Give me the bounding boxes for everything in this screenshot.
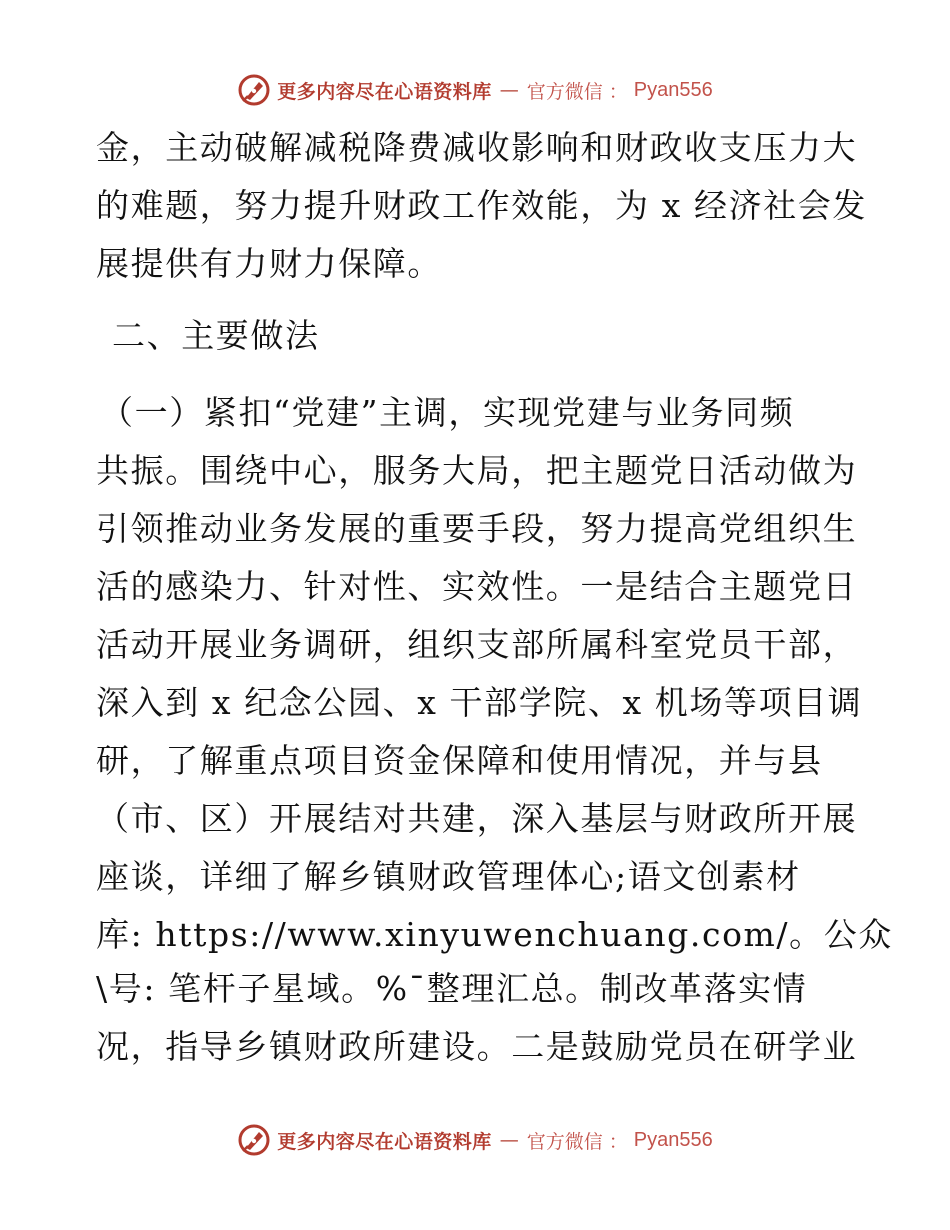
watermark-account: Pyan556	[633, 1128, 713, 1151]
watermark-dash: —	[499, 79, 519, 101]
text-line: 的难题，努力提升财政工作效能，为 x 经济社会发	[96, 186, 867, 225]
text-line: 共振。围绕中心，服务大局，把主题党日活动做为	[96, 451, 858, 490]
section-heading: 二、主要做法	[112, 316, 320, 355]
text-line: 深入到 x 纪念公园、x 干部学院、x 机场等项目调	[96, 683, 863, 722]
watermark-colon: ：	[608, 1130, 628, 1153]
watermark-title: 更多内容尽在心语资料库	[277, 80, 492, 103]
watermark-official-label: 官方微信	[526, 1130, 603, 1153]
text-line: 展提供有力财力保障。	[96, 244, 442, 283]
text-line: 引领推动业务发展的重要手段，努力提高党组织生	[96, 509, 858, 548]
pen-nib-circle-icon	[237, 1123, 271, 1157]
text-line: 研，了解重点项目资金保障和使用情况，并与县	[96, 741, 823, 780]
watermark-colon: ：	[608, 80, 628, 103]
text-line: （市、区）开展结对共建，深入基层与财政所开展	[96, 799, 858, 838]
watermark-official-label: 官方微信	[526, 80, 603, 103]
text-line: 况，指导乡镇财政所建设。二是鼓励党员在研学业	[96, 1027, 858, 1066]
text-line: \号: 笔杆子星域。%¯整理汇总。制改革落实情	[96, 969, 808, 1008]
watermark-title: 更多内容尽在心语资料库	[277, 1130, 492, 1153]
watermark-footer	[0, 1120, 950, 1160]
text-line: 活动开展业务调研，组织支部所属科室党员干部，	[96, 625, 858, 664]
watermark-account: Pyan556	[633, 78, 713, 101]
text-line: 库: https://www.xinyuwenchuang.com/。公众	[96, 915, 893, 954]
watermark-dash: —	[499, 1129, 519, 1151]
text-line: 座谈，详细了解乡镇财政管理体心;语文创素材	[96, 857, 801, 896]
text-line: 活的感染力、针对性、实效性。一是结合主题党日	[96, 567, 858, 606]
text-line: 金，主动破解减税降费减收影响和财政收支压力大	[96, 128, 858, 167]
subsection-heading: （一）紧扣“党建”主调，实现党建与业务同频	[100, 393, 795, 432]
